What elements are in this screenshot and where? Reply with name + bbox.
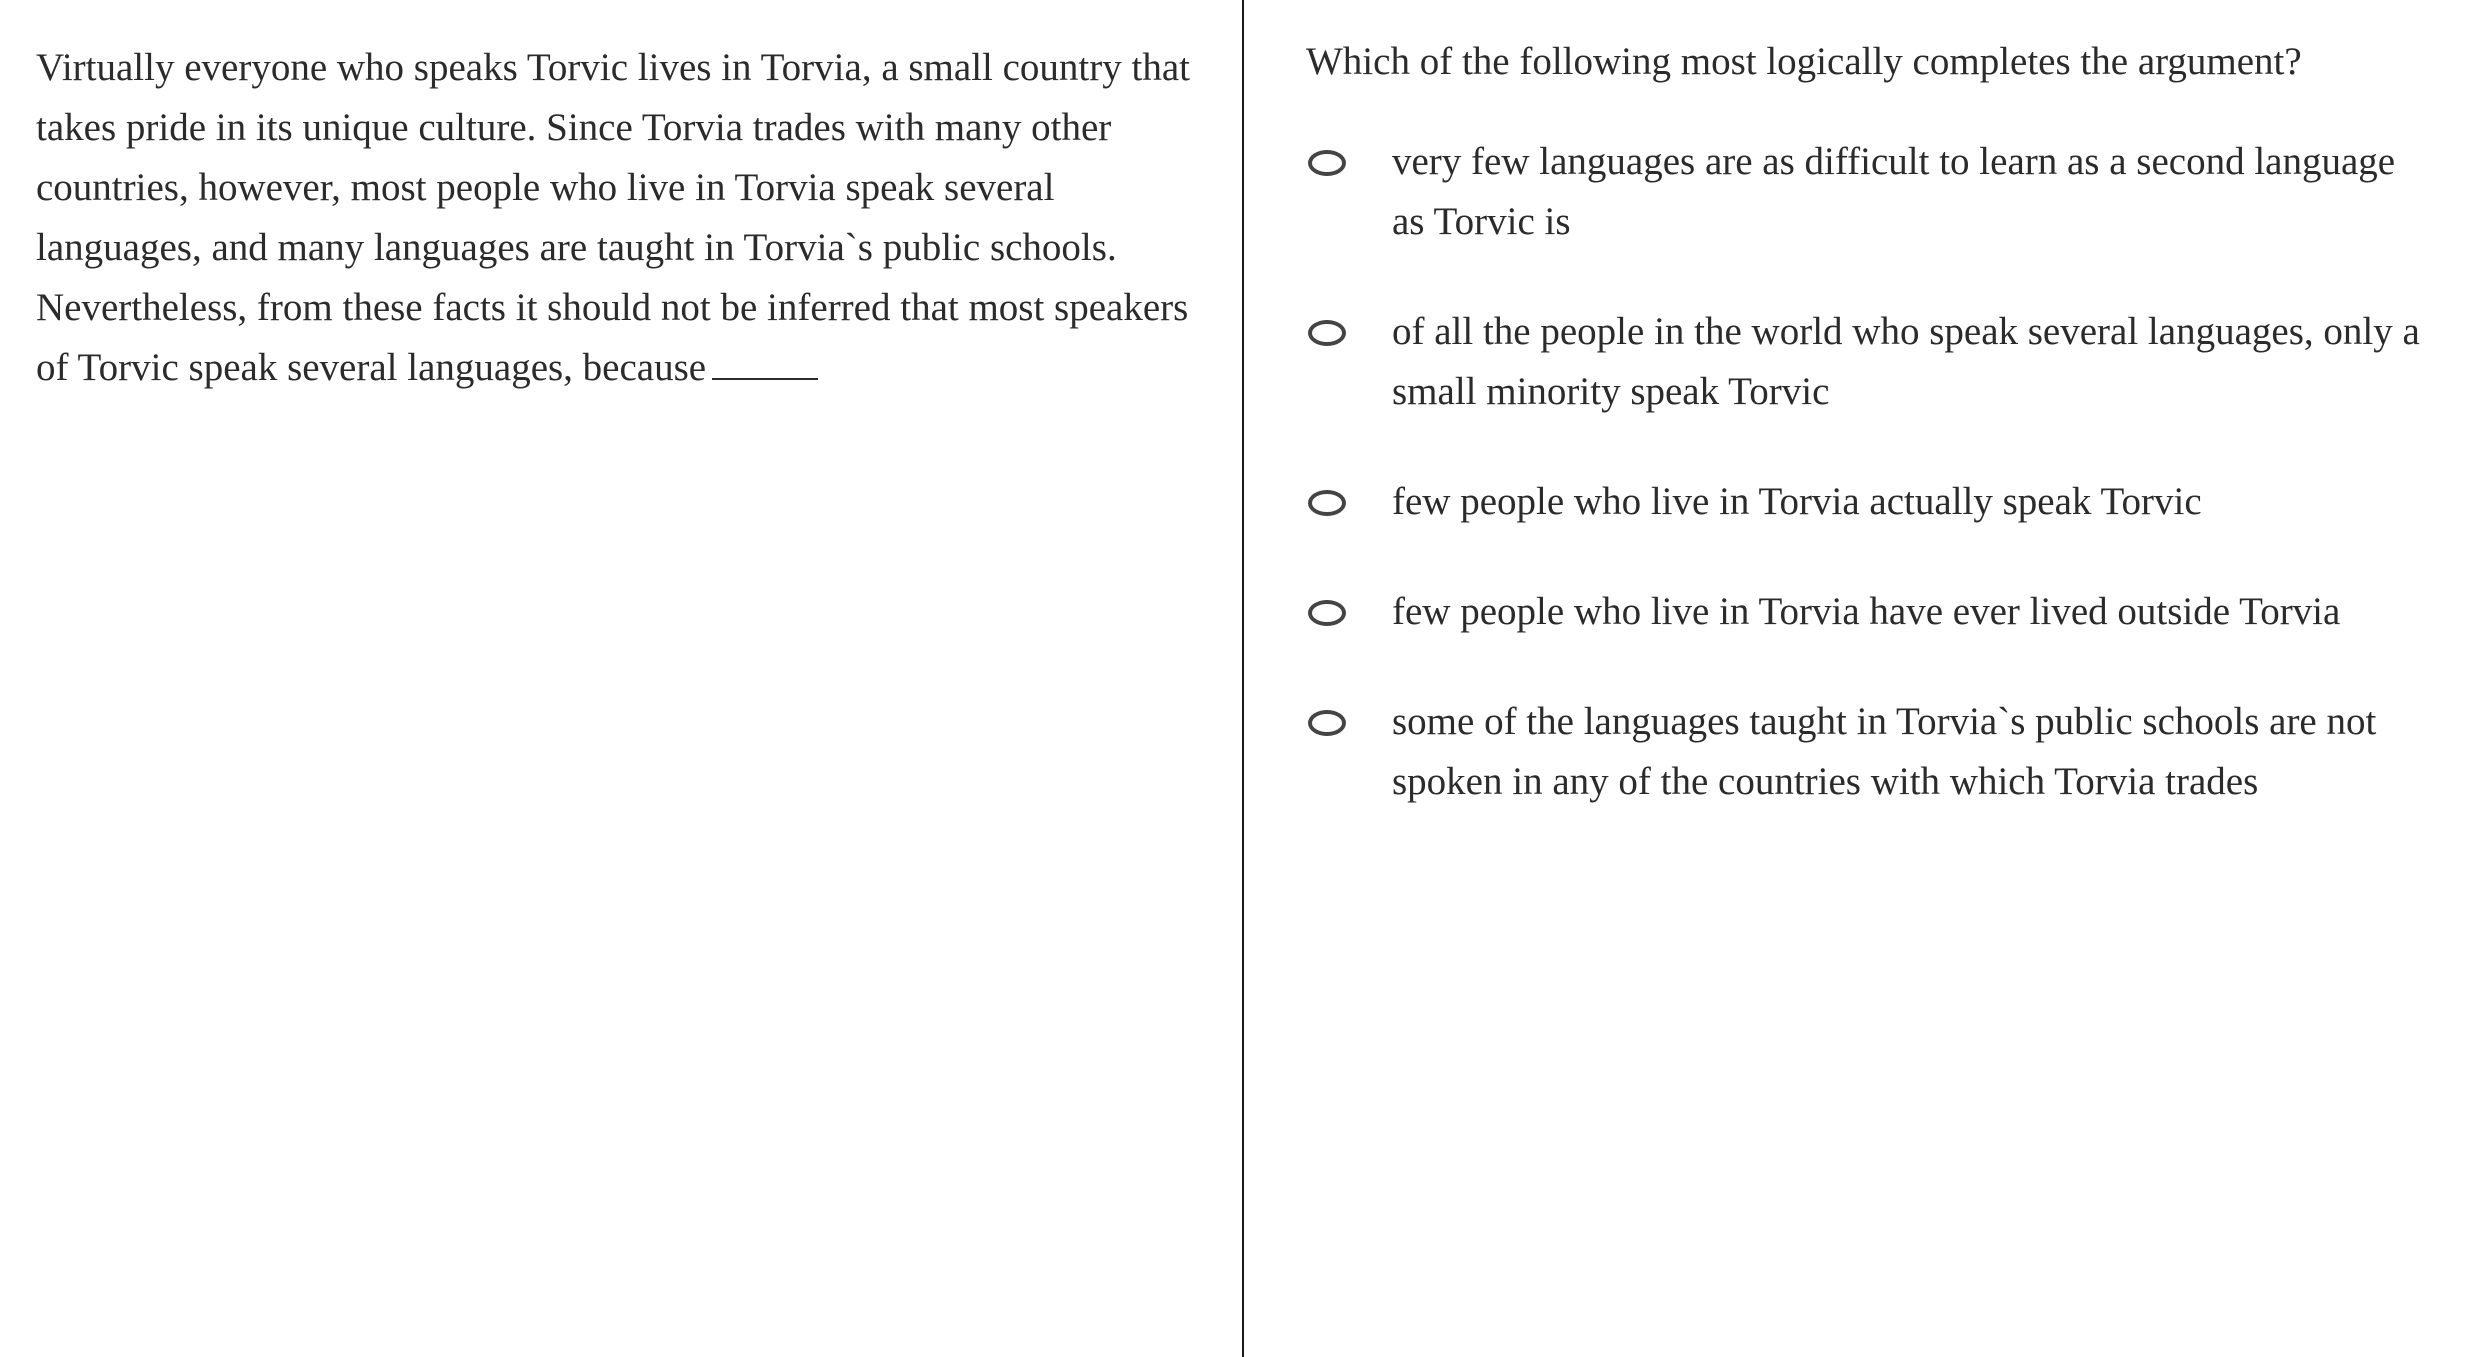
- pane-divider[interactable]: [1242, 0, 1244, 1357]
- radio-button-c[interactable]: [1308, 490, 1346, 516]
- radio-button-d[interactable]: [1308, 600, 1346, 626]
- answer-choice-label: some of the languages taught in Torvia`s public schools are not spoken in any of the countries with which Torvia trades: [1392, 700, 2377, 803]
- answer-choice-label: few people who live in Torvia actually speak Torvic: [1392, 480, 2202, 523]
- passage-pane: [36, 38, 1206, 398]
- answer-choices: [1306, 132, 2436, 812]
- answer-choice-e[interactable]: [1306, 692, 2436, 812]
- radio-button-b[interactable]: [1308, 320, 1346, 346]
- passage-body: Virtually everyone who speaks Torvic lives in Torvia, a small country that takes pride in its unique culture. Since Torvia trades with many other countries, however, most people who live in Torvia speak several languages, and many languages are taught in Torvia`s public schools. Nevertheless, from these facts it should not be inferred that most speakers of Torvic speak several languages, because: [36, 46, 1190, 389]
- answer-choice-b[interactable]: [1306, 302, 2436, 422]
- answer-choice-c[interactable]: [1306, 472, 2436, 532]
- passage-text: [36, 38, 1206, 398]
- answer-choice-d[interactable]: [1306, 582, 2436, 642]
- answer-choice-label: very few languages are as difficult to learn as a second language as Torvic is: [1392, 140, 2396, 243]
- answer-blank: [712, 338, 818, 380]
- answer-choice-a[interactable]: [1306, 132, 2436, 252]
- radio-button-e[interactable]: [1308, 710, 1346, 736]
- answer-choice-label: of all the people in the world who speak several languages, only a small minority speak Torvic: [1392, 310, 2420, 413]
- question-pane: [1306, 32, 2436, 862]
- answer-choice-label: few people who live in Torvia have ever lived outside Torvia: [1392, 590, 2341, 633]
- radio-button-a[interactable]: [1308, 150, 1346, 176]
- question-stem: Which of the following most logically completes the argument?: [1306, 40, 2302, 83]
